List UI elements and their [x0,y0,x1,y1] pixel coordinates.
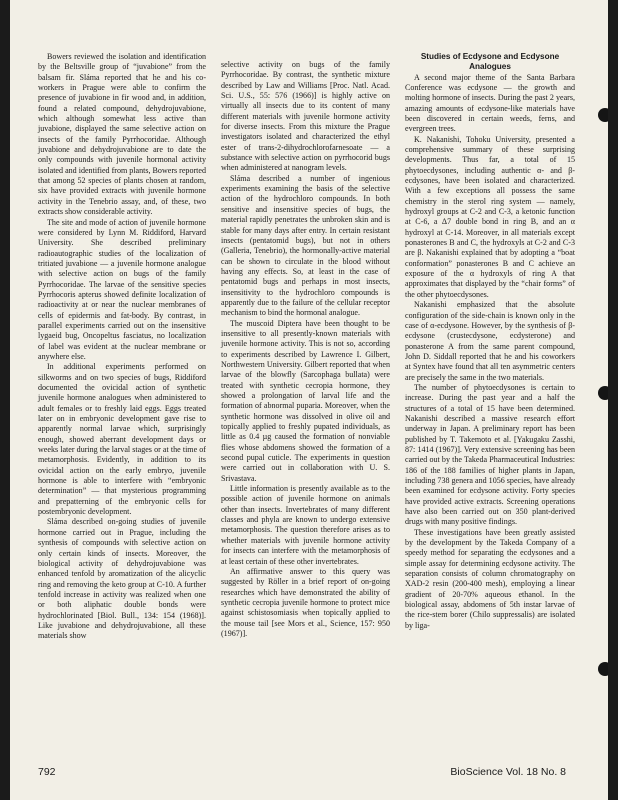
paragraph: The muscoid Diptera have been thought to be insensitive to all presently-known materials with juvenile hormone activity. This is not so, according to experiments described by Lawrence I. Gilbert, Northwestern University. Gilbert reported that when larvae of the blowfly (Sarcophaga bullata) were treated with synthetic cecropia hormone, they showed a prolongation of larval life and the formation of abnormal puparia. Moreover, when the synthetic hormone was dissolved in olive oil and topically applied to freshly pupated individuals, as little as 0.4 µg caused the formation of nonviable flies whose abdomens showed the formation of a second pupal cuticle. The experiments in question were carried out in collaboration with U. S. Srivastava. [221,318,390,483]
paragraph: selective activity on bugs of the family Pyrrhocoridae. By contrast, the synthetic mixture described by Law and Williams [Proc. Natl. Acad. Sci. U.S., 55: 576 (1966)] is highly active on virtually all insects due to its content of many different materials with juvenile hormone activity for diverse insects. From this mixture the Prague investigators isolated and characterized the ethyl ester of trans-2-dihydrochlorofarnesoate — a substance with selective action on pyrrhocorid bugs when administered at nanogram levels. [221,60,390,173]
paragraph: Sláma described on-going studies of juvenile hormone carried out in Prague, including the synthesis of compounds with selective action on only certain kinds of insects. Moreover, the biological activity of dehydrojuvabione was enhanced tenfold by aromatization of the alicyclic ring and removing the keto group at C-10. A further tenfold increase in activity was realized when one or both aliphatic double bonds were hydrochlorinated [Biol. Bull., 134: 154 (1968)]. Like juvabione and dehydrojuvabione, all these materials show [38,517,206,641]
paragraph: In additional experiments performed on silkworms and on two species of bugs, Riddiford documented the ovicidal action of synthetic juvenile hormone analogues when administered to adult females or to freshly laid eggs. Eggs treated later on in embryonic development gave rise to apparently normal larvae which, surprisingly enough, showed aberrant development days or weeks later during the larval stages or at the time of metamorphosis. Evidently, in addition to its ovicidal action on the early embryo, juvenile hormone is able to interfere with “embryonic determination” — that mysterious programming and prepatterning of the embryonic cells for postembryonic development. [38,362,206,517]
text-column-1 [38,52,206,642]
journal-page [10,0,608,800]
paragraph: The site and mode of action of juvenile hormone were considered by Lynn M. Riddiford, Harvard University. She described preliminary radioautographic studies of the localization of tritiated juvabione — a juvenile hormone analogue with selective action on bugs of the family Pyrrhocoridae. The larvae of the sensitive species Pyrrhocoris apterus showed definite localization of radioactivity at or near the nuclear membranes of cells of epidermis and fat-body. By contrast, in parallel experiments carried out on the insensitive lygaeid bug, Oncopeltus fasciatus, no localization of label was evident at the nuclear membrane or anywhere else. [38,217,206,361]
journal-citation: BioScience Vol. 18 No. 8 [450,766,566,778]
binder-hole [598,386,608,400]
binder-hole [598,108,608,122]
paragraph: The number of phytoecdysones is certain to increase. During the past year and a half the structures of a total of 15 have been determined. Nakanishi described a massive research effort underway in Japan. A preliminary report has been published by T. Takemoto et al. [Yakugaku Zasshi, 87: 1414 (1967)]. Very extensive screening has been carried out by the Takeda Pharmaceutical Industries: 186 of the 188 families of higher plants in Japan, including 738 genera and 1056 species, have already been examined for ecdysone activity. Forty species have provided active extracts. Screening operations have also been carried out on 350 plant-derived drugs with many positive findings. [405,382,575,527]
paragraph: Bowers reviewed the isolation and identification by the Beltsville group of “juvabione” from the balsam fir. Sláma reported that he and his co-workers in Prague were able to confirm the presence of juvabione in fir wood and, in addition, found a related compound, dehydrojuvabione, which although somewhat less active than juvabione, displayed the same selective action on insects of the family Pyrrhocoridae. Although juvabione and dehydrojuvabione are to date the only compounds with juvenile hormonal activity isolated and identified from plants, Bowers reported that among 52 species of plants chosen at random, six have provided extracts with juvenile hormone activity in the Tenebrio assay, and, of these, two extracts show considerable activity. [38,52,206,217]
paragraph: Nakanishi emphasized that the absolute configuration of the side-chain is known only in the case of α-ecdysone. However, by the synthesis of β-ecdysone (crustecdysone, ecdysterone) and ponasterone A from the same parent compound, John D. Siddall reported that he and his coworkers at Syntex have found that all ten asymmetric centers are precisely the same in the two materials. [405,300,575,382]
text-column-2 [221,60,390,639]
paragraph: A second major theme of the Santa Barbara Conference was ecdysone — the growth and molting hormone of insects. During the past 2 years, amazing amounts of ecdysone-like materials have been discovered in certain weeds, ferns, and evergreen trees. [405,72,575,134]
section-heading: Studies of Ecdysone and Ecdysone Analogues [420,52,560,72]
paragraph: An affirmative answer to this query was suggested by Röller in a brief report of on-going researches which have demonstrated the ability of synthetic cecropia juvenile hormone to protect mice against schistosomiasis when topically applied to the mouse tail [see Mors et al., Science, 157: 950 (1967)]. [221,566,390,638]
paragraph: K. Nakanishi, Tohoku University, presented a comprehensive summary of these surprising developments. Thus far, a total of 15 phytoecdysones, including authentic α- and β-ecdysones, have been isolated and characterized. With a few exceptions all possess the same chemistry in the sterol ring system — namely, hydroxyl groups at C-2 and C-3, a ketonic function at C-6, a Δ7 double bond in ring B, and an α hydroxyl at C-14. Moreover, in all materials except ponasterones B and C, the hydroxyls at C-2 and C-3 are β. Nakanishi explained that by adopting a “boat conformation” ponasterones B and C achieve an exposure of the α hydroxyls of ring A that approximates that displayed by the “chair forms” of the other phytoecdysones. [405,134,575,299]
binder-hole [598,662,608,676]
text-column-3 [405,52,575,631]
page-number: 792 [38,766,56,778]
paragraph: Little information is presently available as to the possible action of juvenile hormone on animals other than insects. Invertebrates of many different classes and phyla are known to undergo extensive metamorphosis. The question therefore arises as to whether materials with juvenile hormone activity for insects can interfere with the metamorphosis of at least certain of these other invertebrates. [221,484,390,566]
paragraph: These investigations have been greatly assisted by the development by the Takeda Company of a speedy method for separating the ecdysones and a simple assay for determining ecdysone activity. The separation consists of column chromatography on XAD-2 resin (200-400 mesh), employing a linear gradient of 20-70% aqueous ethanol. In the biological assay, abdomens of 5th instar larvae of the rice-stem borer (Chilo suppressalis) are isolated by liga- [405,527,575,630]
paragraph: Sláma described a number of ingenious experiments examining the basis of the selective action of the hydrochloro compounds. In both sensitive and insensitive species of bugs, the material rapidly penetrates the unbroken skin and is stable for many days after entry. In certain resistant insects (pentatomid bugs), but not in others (Galleria, Tenebrio), the hormonally-active material can be shown to circulate in the blood without having any effects. So, at least in the case of pentatomid bugs and perhaps in most insects, insensitivity to the hydrochloro compounds is apparently due to the failure of the cellular receptor mechanism to bind the hormonal analogue. [221,173,390,318]
